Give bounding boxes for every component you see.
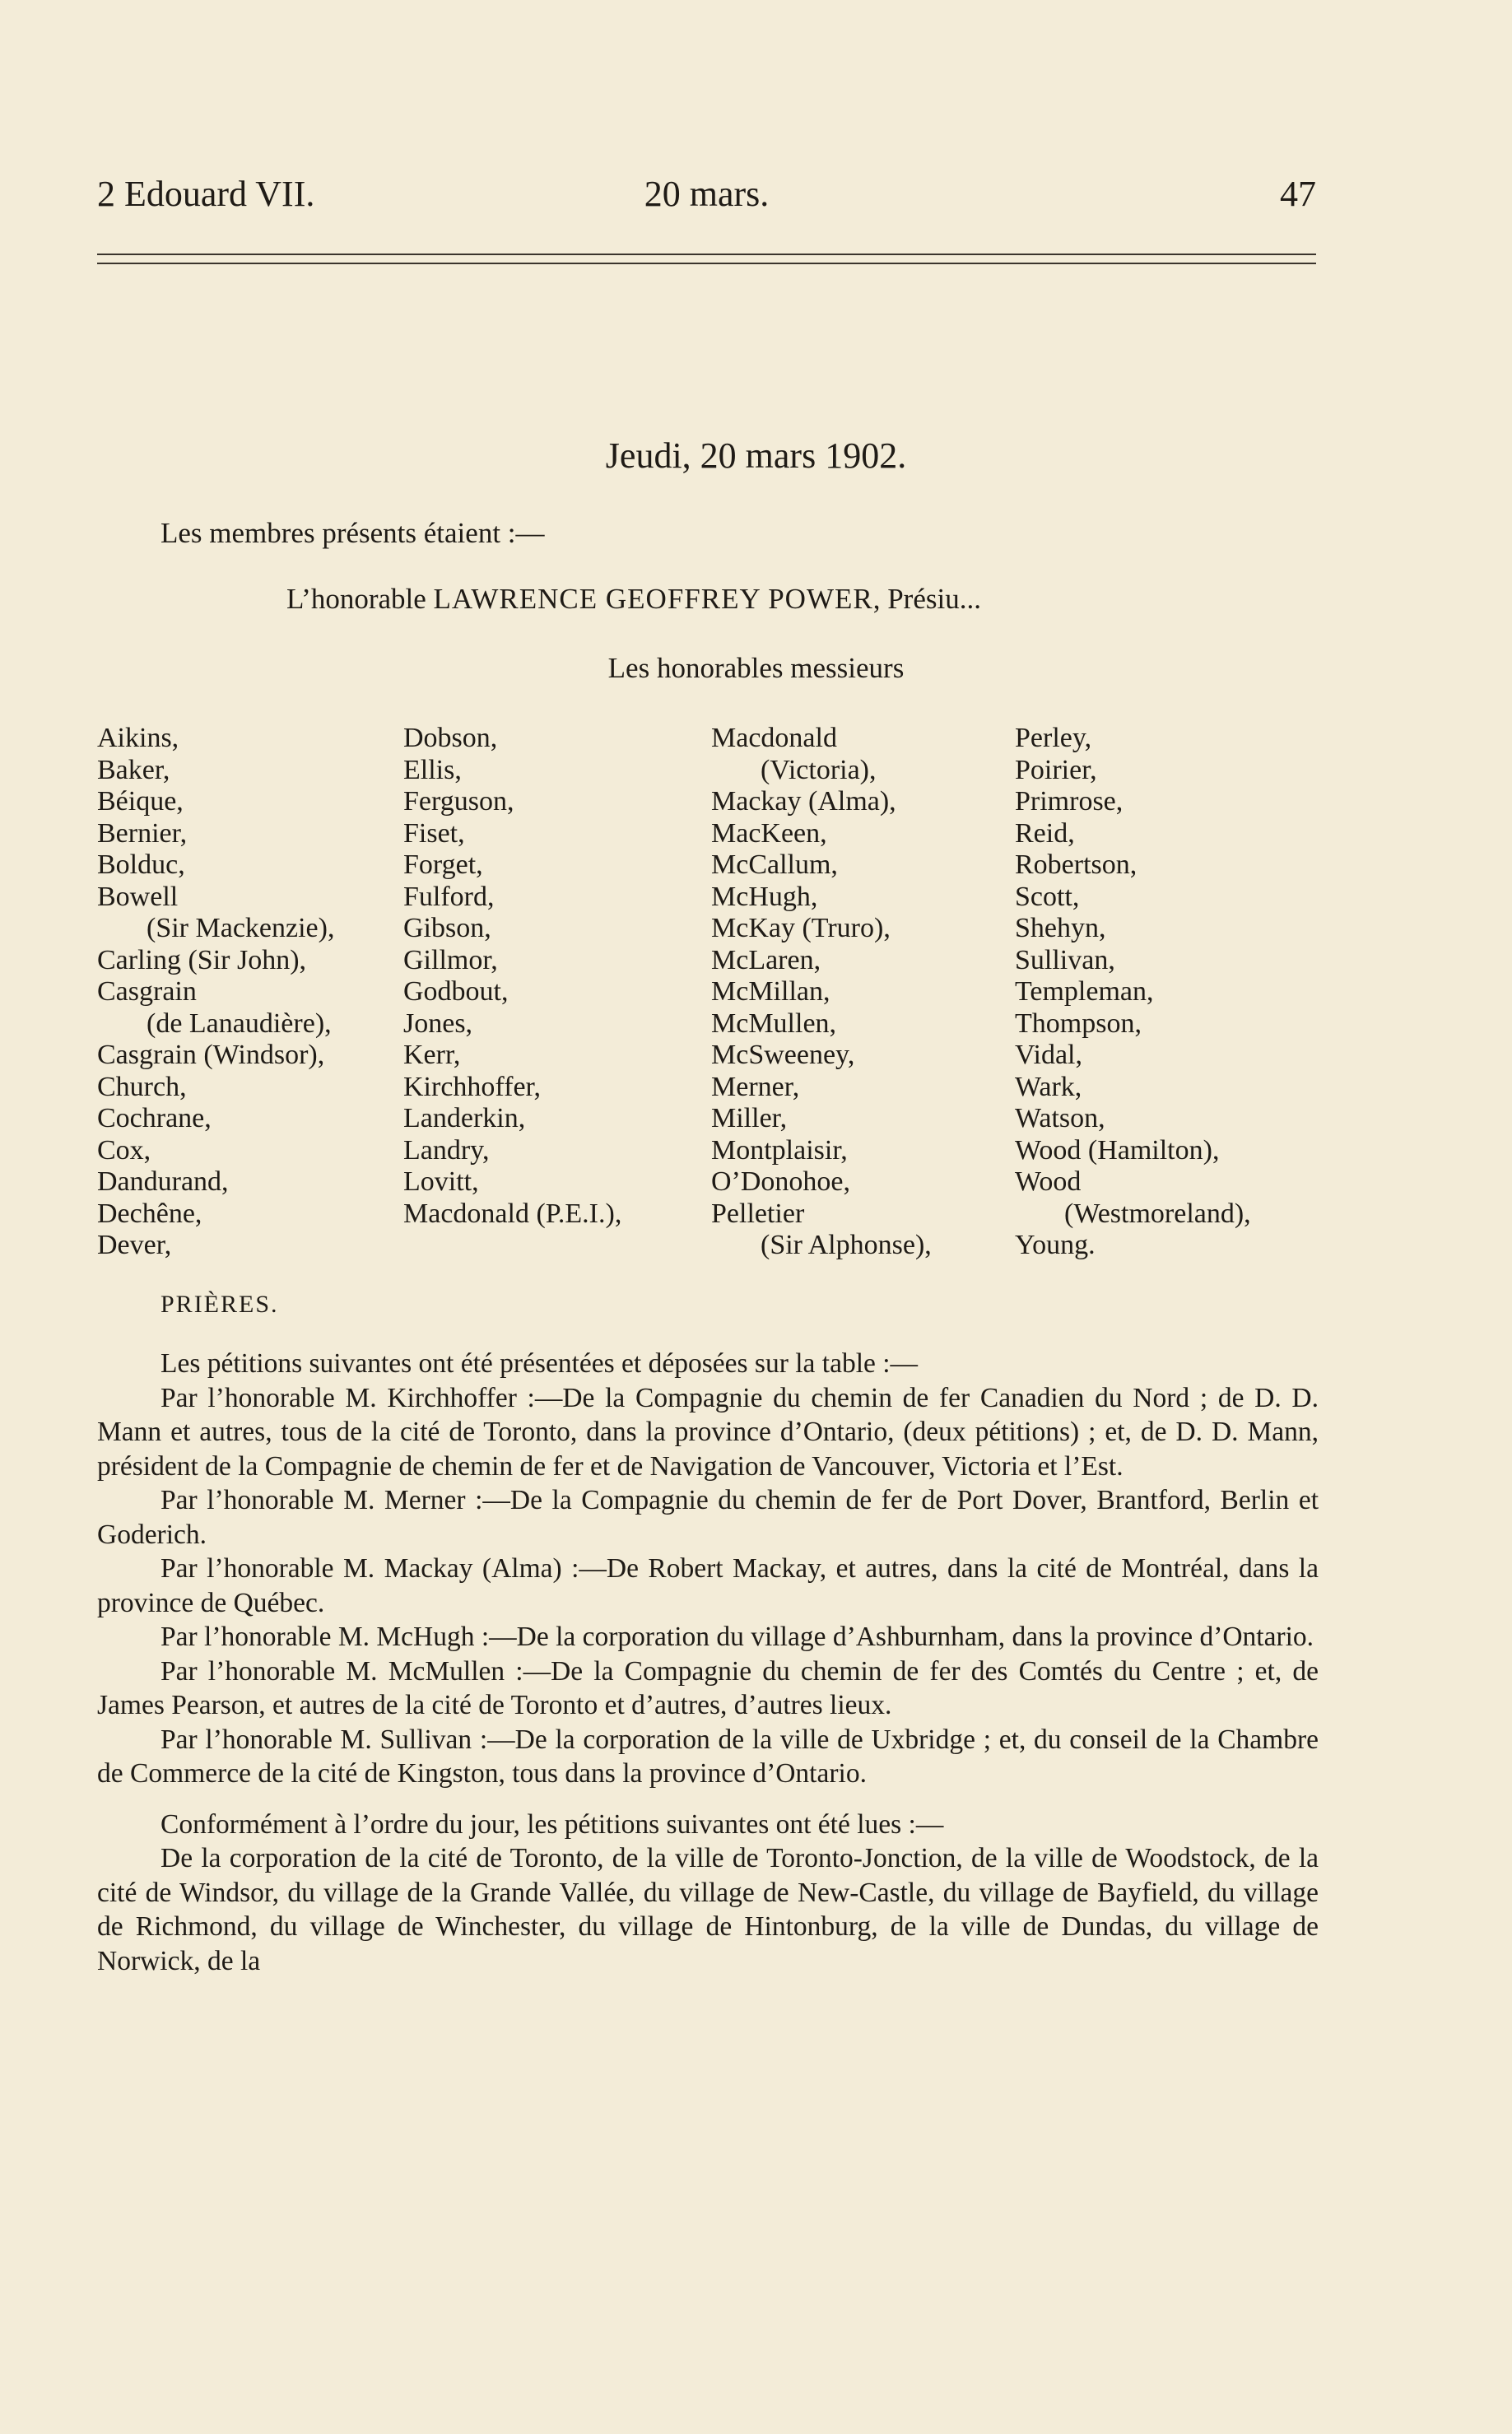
member-name: Forget,	[403, 849, 483, 880]
president-line	[286, 583, 981, 616]
member-name: Carling (Sir John),	[97, 944, 307, 975]
member-name: Vidal,	[1015, 1040, 1082, 1070]
members-column-4	[1015, 723, 1251, 1262]
president-suffix: , Présiu...	[872, 583, 981, 615]
member-name: Bowell	[97, 881, 179, 912]
member-name: Sullivan,	[1015, 944, 1115, 975]
paragraph: Par l’honorable M. Merner :—De la Compagnie du chemin de fer de Port Dover, Brantford, Berlin et Goderich.	[97, 1485, 1319, 1550]
members-column-3	[711, 723, 932, 1262]
member-name: Fulford,	[403, 881, 495, 912]
member-name: Cox,	[97, 1134, 151, 1166]
member-name: Gillmor,	[403, 944, 498, 975]
members-column-2	[403, 723, 621, 1230]
member-name: Macdonald	[711, 723, 837, 753]
member-name: Macdonald (P.E.I.),	[403, 1198, 622, 1229]
member-name: Kirchhoffer,	[403, 1071, 541, 1102]
member-name: McKay (Truro),	[711, 913, 891, 943]
member-name: Landry,	[403, 1134, 490, 1166]
member-name: Jones,	[403, 1008, 473, 1039]
member-name: Ellis,	[403, 754, 462, 785]
member-name: O’Donohoe,	[711, 1166, 851, 1197]
member-name: Lovitt,	[403, 1166, 479, 1197]
member-name: Ferguson,	[403, 786, 514, 817]
member-name: Mackay (Alma),	[711, 786, 896, 817]
member-name: Merner,	[711, 1071, 800, 1102]
member-name: Landerkin,	[403, 1103, 526, 1133]
header-center: 20 mars.	[644, 174, 770, 214]
member-name: Robertson,	[1015, 849, 1137, 880]
prayers-heading: PRIÈRES.	[161, 1291, 279, 1318]
paragraph: De la corporation de la cité de Toronto, de la ville de Toronto-Jonction, de la ville de Woodstock, de la cité de Windsor, du village de la Grande Vallée, du village de New-Castle, du village de Bayfield, du village de Richmond, du village de Winchester, du village de Hintonburg, de la ville de Dundas, du village de Norwick, de la	[97, 1843, 1319, 1976]
member-name: Bolduc,	[97, 849, 185, 880]
member-name: Poirier,	[1015, 754, 1097, 785]
member-name: Bernier,	[97, 817, 188, 849]
member-name: Béique,	[97, 786, 184, 817]
header-left: 2 Edouard VII.	[97, 174, 315, 214]
member-name: (Sir Alphonse),	[761, 1230, 932, 1260]
members-heading: Les honorables messieurs	[607, 652, 905, 684]
member-name: Wood	[1015, 1166, 1082, 1197]
members-list	[97, 723, 1332, 1266]
paragraph: Par l’honorable M. Mackay (Alma) :—De Robert Mackay, et autres, dans la cité de Montréal, dans la province de Québec.	[97, 1553, 1319, 1618]
member-name: McMullen,	[711, 1008, 837, 1039]
paragraph: Par l’honorable M. Sullivan :—De la corporation de la ville de Uxbridge ; et, du conseil de la Chambre de Commerce de la cité de Kingston, tous dans la province d’Ontario.	[97, 1724, 1319, 1789]
member-name: Casgrain (Windsor),	[97, 1040, 325, 1070]
paragraph: Conformément à l’ordre du jour, les pétitions suivantes ont été lues :—	[161, 1808, 944, 1840]
member-name: Cochrane,	[97, 1103, 212, 1133]
member-name: Dandurand,	[97, 1166, 229, 1197]
member-name: Casgrain	[97, 976, 197, 1007]
member-name: Wark,	[1015, 1071, 1082, 1102]
member-name: Miller,	[711, 1103, 788, 1133]
paragraph: Les pétitions suivantes ont été présentées et déposées sur la table :—	[161, 1348, 919, 1379]
member-name: McSweeney,	[711, 1040, 855, 1070]
member-name: Shehyn,	[1015, 913, 1106, 943]
member-name: McLaren,	[711, 944, 821, 975]
member-name: McHugh,	[711, 881, 818, 912]
member-name: (Victoria),	[761, 754, 877, 785]
member-name: Watson,	[1015, 1103, 1105, 1133]
running-header	[97, 173, 1316, 222]
member-name: Church,	[97, 1071, 187, 1102]
member-name: Baker,	[97, 754, 170, 785]
paragraph: Par l’honorable M. Kirchhoffer :—De la Compagnie du chemin de fer Canadien du Nord ; de D. D. Mann et autres, tous de la cité de Toronto, dans la province d’Ontario, (deux pétitions) ; et, de D. D. Mann, président de la Compagnie de chemin de fer et de Navigation de Vancouver, Victoria et l’Est.	[97, 1382, 1319, 1482]
member-name: Kerr,	[403, 1040, 461, 1070]
president-prefix: L’honorable	[286, 583, 434, 615]
member-name: Pelletier	[711, 1198, 805, 1229]
member-name: McMillan,	[711, 976, 830, 1007]
paragraph: Par l’honorable M. McHugh :—De la corporation du village d’Ashburnham, dans la province d’Ontario.	[161, 1622, 1314, 1652]
president-name: LAWRENCE GEOFFREY POWER	[433, 583, 873, 615]
member-name: Wood (Hamilton),	[1015, 1134, 1220, 1166]
page-number: 47	[1280, 174, 1316, 214]
member-name: (de Lanaudière),	[147, 1008, 332, 1039]
member-name: (Westmoreland),	[1064, 1198, 1251, 1229]
member-name: Montplaisir,	[711, 1134, 848, 1166]
member-name: Gibson,	[403, 913, 491, 943]
member-name: MacKeen,	[711, 817, 827, 849]
body-text	[97, 1347, 1319, 1978]
member-name: Thompson,	[1015, 1008, 1142, 1039]
paragraph: Par l’honorable M. McMullen :—De la Compagnie du chemin de fer des Comtés du Centre ; et, de James Pearson, et autres de la cité de Toronto et d’autres, d’autres lieux.	[97, 1655, 1319, 1720]
member-name: Primrose,	[1015, 786, 1124, 817]
member-name: Dever,	[97, 1230, 172, 1260]
member-name: Scott,	[1015, 881, 1080, 912]
member-name: Fiset,	[403, 817, 465, 849]
member-name: (Sir Mackenzie),	[147, 913, 335, 943]
header-rule	[97, 254, 1316, 264]
member-name: Young.	[1015, 1230, 1096, 1260]
members-column-1	[97, 723, 334, 1262]
member-name: Dechêne,	[97, 1198, 202, 1229]
member-name: Aikins,	[97, 723, 179, 753]
present-line: Les membres présents étaient :—	[161, 517, 545, 549]
member-name: McCallum,	[711, 849, 838, 880]
page-title: Jeudi, 20 mars 1902.	[605, 435, 907, 476]
member-name: Reid,	[1015, 817, 1075, 849]
member-name: Templeman,	[1015, 976, 1154, 1007]
member-name: Godbout,	[403, 976, 509, 1007]
member-name: Perley,	[1015, 723, 1092, 753]
member-name: Dobson,	[403, 723, 498, 753]
